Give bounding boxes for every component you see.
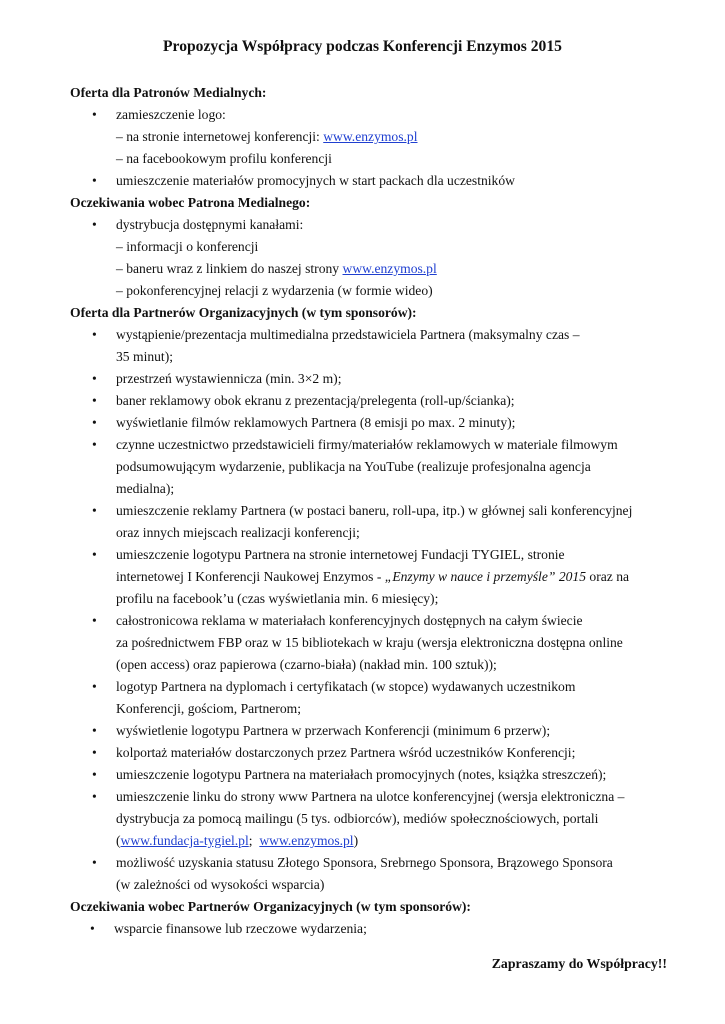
sub-item: – na facebookowym profilu konferencji	[116, 151, 332, 166]
list-item-line: medialna);	[116, 481, 175, 496]
list-item	[70, 852, 685, 896]
list-item-line: • umieszczenie logotypu Partnera na stronie internetowej Fundacji TYGIEL, stronie	[116, 547, 565, 562]
list-item	[70, 434, 685, 500]
list-item-line: • możliwość uzyskania statusu Złotego Sponsora, Srebrnego Sponsora, Brązowego Sponsora	[116, 855, 613, 870]
list-item-line: • logotyp Partnera na dyplomach i certyfikatach (w stopce) wydawanych uczestnikom	[116, 679, 576, 694]
list-item-line: • wystąpienie/prezentacja multimedialna przedstawiciela Partnera (maksymalny czas –	[116, 327, 580, 342]
list-item-line: • umieszczenie reklamy Partnera (w postaci baneru, roll-upa, itp.) w głównej sali konferencyjnej	[116, 503, 633, 518]
conference-name: „Enzymy w nauce i przemyśle” 2015	[384, 569, 587, 584]
list-item-text: • zamieszczenie logo:	[116, 107, 226, 122]
document-body	[70, 82, 685, 940]
enzymos-link[interactable]: www.enzymos.pl	[342, 261, 437, 276]
sub-item	[116, 258, 685, 280]
list-item-line: dystrybucja za pomocą mailingu (5 tys. odbiorców), mediów społecznościowych, portali	[116, 811, 599, 826]
section-heading-partners-offer: Oferta dla Partnerów Organizacyjnych (w tym sponsorów):	[70, 305, 417, 320]
list-item	[70, 214, 685, 302]
list-item-line: (w zależności od wysokości wsparcia)	[116, 877, 325, 892]
list-item-line: 35 minut);	[116, 349, 174, 364]
list-item-line: podsumowującym wydarzenie, publikacja na YouTube (realizuje profesjonalna agencja	[116, 459, 591, 474]
list-item	[70, 786, 685, 852]
sub-item	[116, 126, 685, 148]
list-item-line	[116, 566, 685, 588]
list-item-line: • całostronicowa reklama w materiałach konferencyjnych dostępnych na całym świecie	[116, 613, 583, 628]
list-item: • kolportaż materiałów dostarczonych przez Partnera wśród uczestników Konferencji;	[70, 742, 685, 764]
list-item-line: za pośrednictwem FBP oraz w 15 bibliotekach w kraju (wersja elektroniczna dostępna online	[116, 635, 623, 650]
text-run: internetowej I Konferencji Naukowej Enzymos -	[116, 569, 385, 584]
sub-item: – pokonferencyjnej relacji z wydarzenia (w formie wideo)	[116, 283, 433, 298]
list-item: • wsparcie finansowe lub rzeczowe wydarzenia;	[70, 918, 685, 940]
list-item	[70, 610, 685, 676]
enzymos-link[interactable]: www.enzymos.pl	[323, 129, 418, 144]
media-patron-expectations-list	[70, 214, 685, 302]
text-run: )	[353, 833, 359, 848]
section-heading-media-patron-expectations: Oczekiwania wobec Patrona Medialnego:	[70, 195, 311, 210]
list-item-line: • umieszczenie linku do strony www Partnera na ulotce konferencyjnej (wersja elektroniczna –	[116, 789, 625, 804]
closing-invitation: Zapraszamy do Współpracy!!	[491, 956, 667, 971]
media-patrons-offer-list	[70, 104, 685, 192]
list-item: • wyświetlanie filmów reklamowych Partnera (8 emisji po max. 2 minuty);	[70, 412, 685, 434]
sub-item-text: – na stronie internetowej konferencji:	[116, 129, 324, 144]
text-run: ;	[248, 833, 260, 848]
text-run: (	[116, 833, 121, 848]
list-item-line: Konferencji, gościom, Partnerom;	[116, 701, 301, 716]
document-title: Propozycja Współpracy podczas Konferencji Enzymos 2015	[163, 38, 562, 55]
list-item: • umieszczenie logotypu Partnera na materiałach promocyjnych (notes, książka streszczeń);	[70, 764, 685, 786]
list-item	[70, 500, 685, 544]
list-item-line: (open access) oraz papierowa (czarno-biała) (nakład min. 100 sztuk));	[116, 657, 497, 672]
list-item	[70, 324, 685, 368]
list-item	[70, 676, 685, 720]
list-item: • przestrzeń wystawiennicza (min. 3×2 m);	[70, 368, 685, 390]
partners-offer-list	[70, 324, 685, 896]
list-item: • umieszczenie materiałów promocyjnych w start packach dla uczestników	[70, 170, 685, 192]
text-run: oraz na	[586, 569, 630, 584]
list-item-line: profilu na facebook’u (czas wyświetlania min. 6 miesięcy);	[116, 591, 439, 606]
list-item-line: oraz innych miejscach realizacji konferencji;	[116, 525, 360, 540]
list-item-line: • czynne uczestnictwo przedstawicieli firmy/materiałów reklamowych w materiale filmowym	[116, 437, 618, 452]
enzymos-link[interactable]: www.enzymos.pl	[259, 833, 354, 848]
partners-expectations-list	[70, 918, 685, 940]
list-item: • wyświetlenie logotypu Partnera w przerwach Konferencji (minimum 6 przerw);	[70, 720, 685, 742]
list-item: • baner reklamowy obok ekranu z prezentacją/prelegenta (roll-up/ścianka);	[70, 390, 685, 412]
list-item-text: • dystrybucja dostępnymi kanałami:	[116, 217, 304, 232]
list-item	[70, 104, 685, 170]
sub-item: – informacji o konferencji	[116, 239, 259, 254]
fundacja-tygiel-link[interactable]: www.fundacja-tygiel.pl	[120, 833, 249, 848]
list-item-line	[116, 830, 685, 852]
sub-item-text: – baneru wraz z linkiem do naszej strony	[116, 261, 343, 276]
list-item	[70, 544, 685, 610]
section-heading-partners-expectations: Oczekiwania wobec Partnerów Organizacyjnych (w tym sponsorów):	[70, 899, 471, 914]
section-heading-media-patrons-offer: Oferta dla Patronów Medialnych:	[70, 85, 267, 100]
